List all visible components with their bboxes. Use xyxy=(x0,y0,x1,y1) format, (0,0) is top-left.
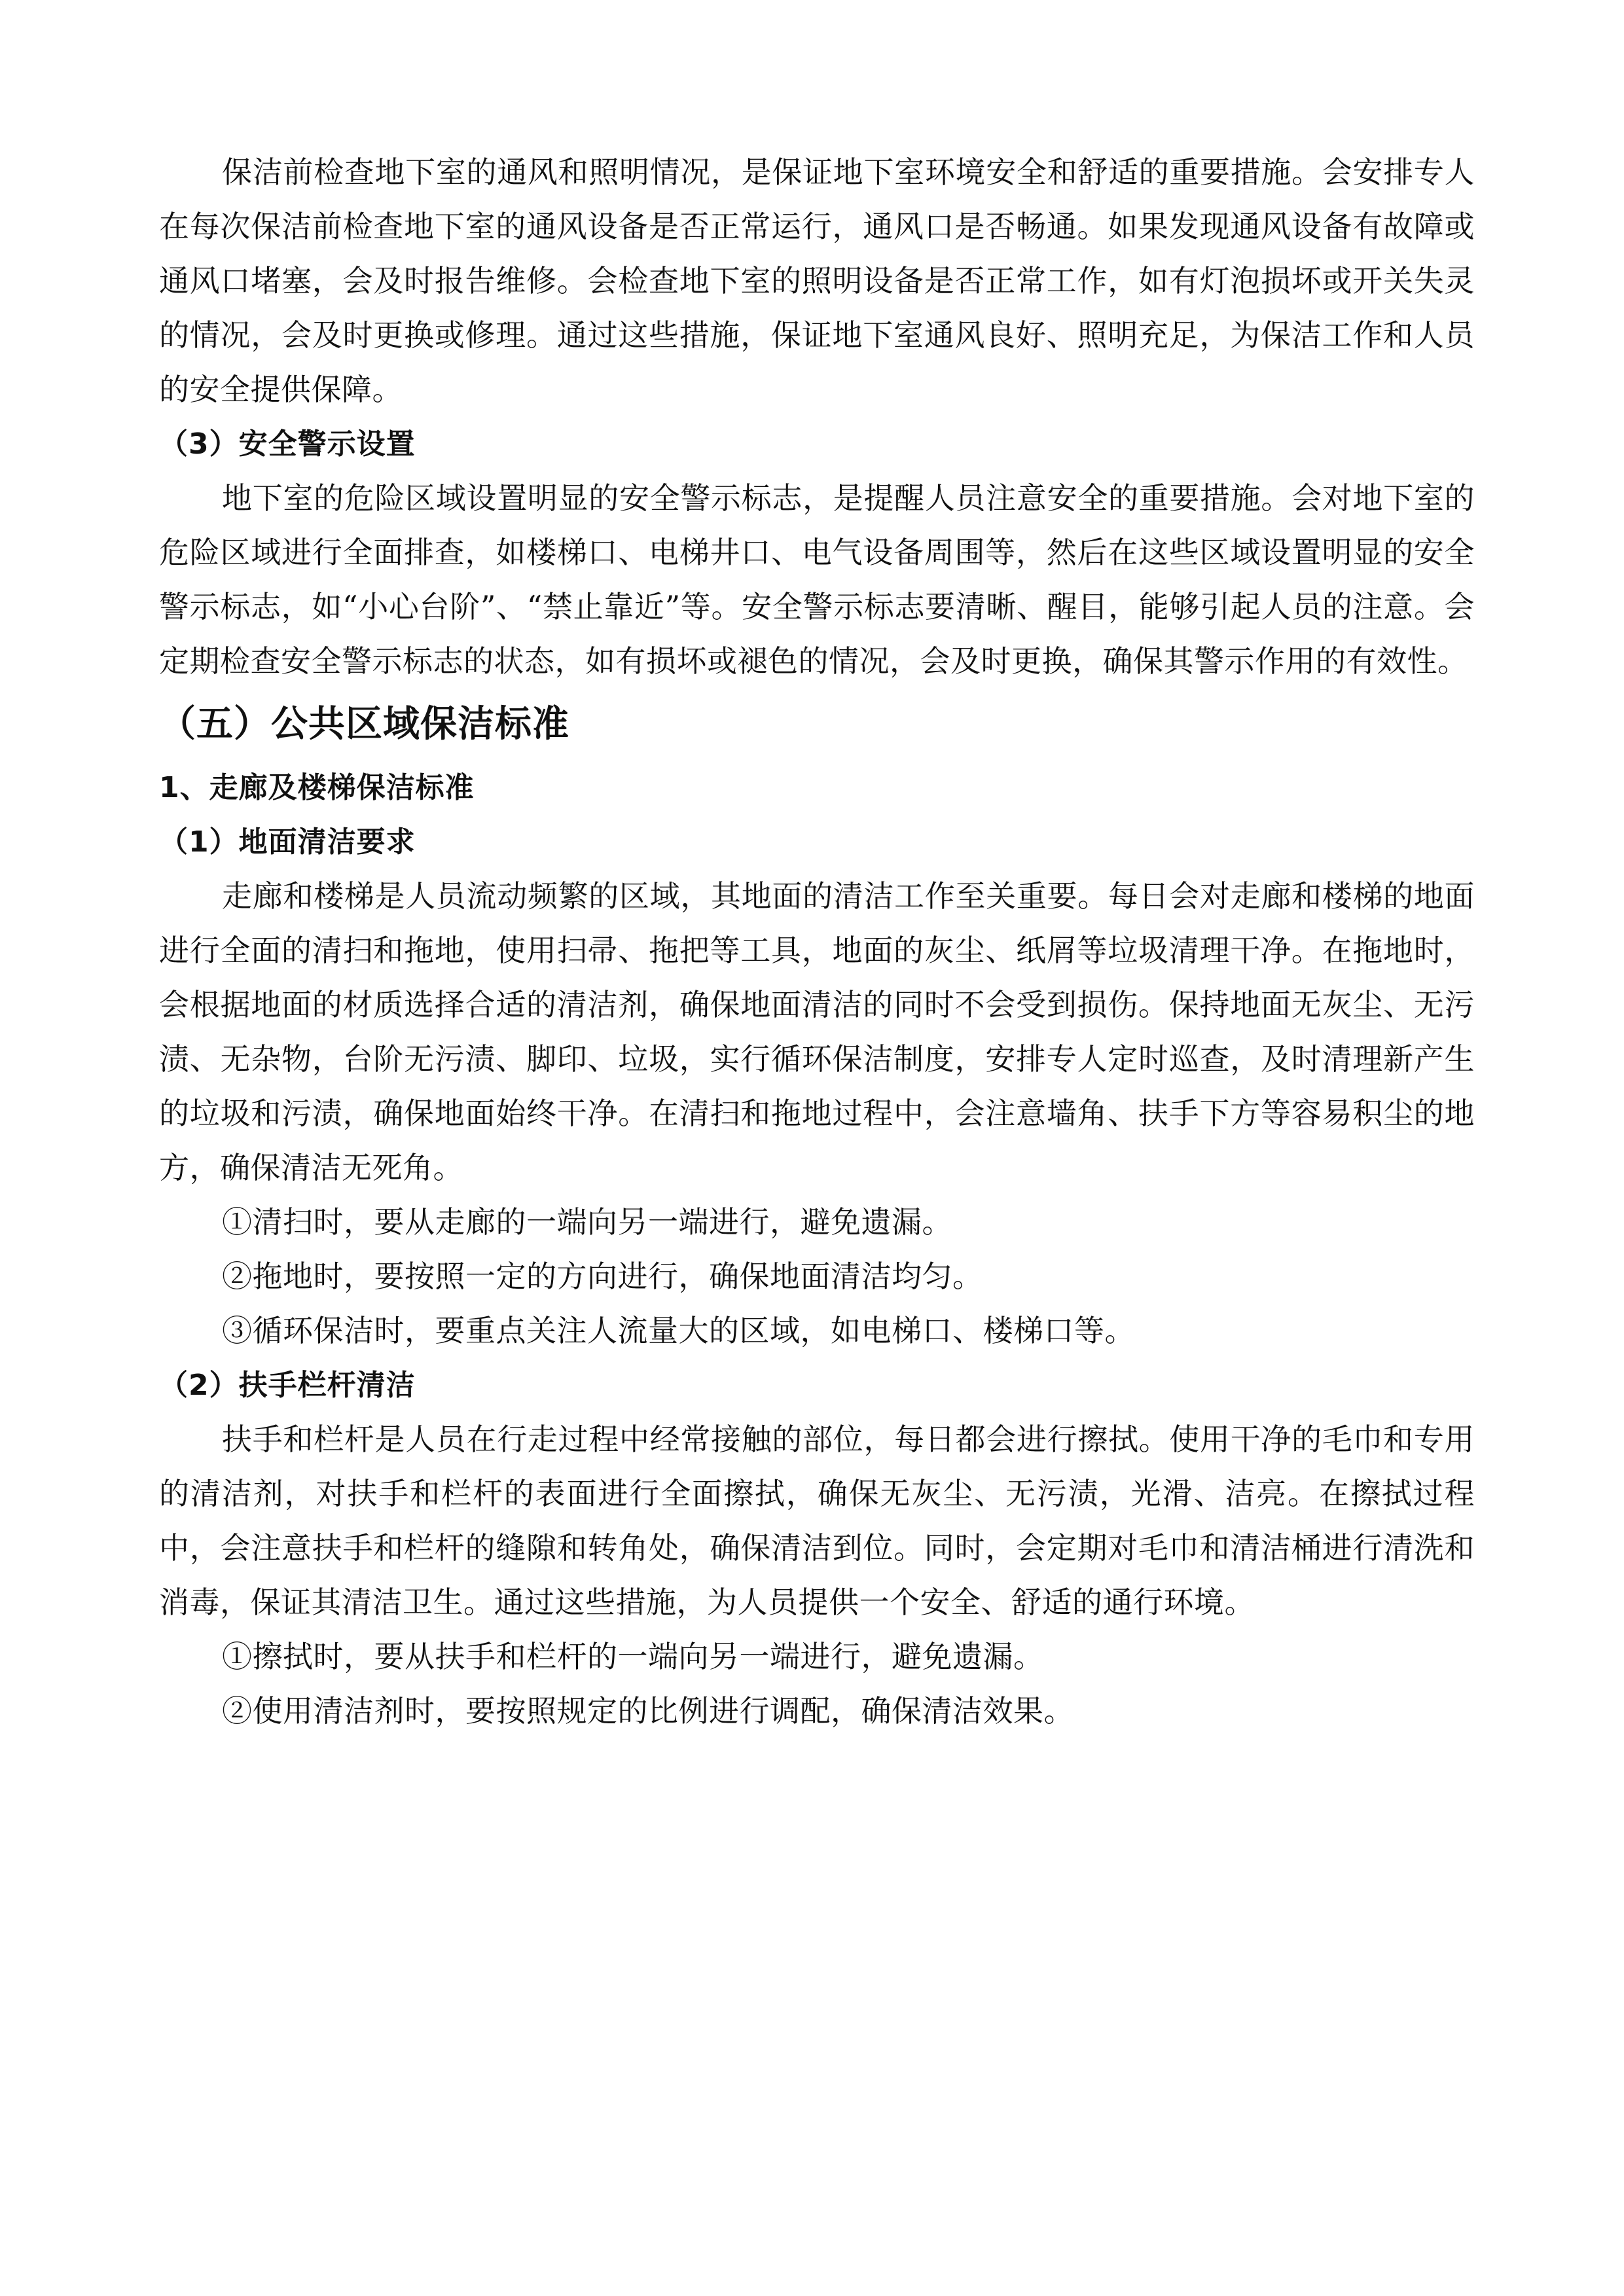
list-item: ②使用清洁剂时，要按照规定的比例进行调配，确保清洁效果。 xyxy=(222,1693,1074,1729)
list-item: ①擦拭时，要从扶手和栏杆的一端向另一端进行，避免遗漏。 xyxy=(222,1639,1044,1674)
list-item: ①清扫时，要从走廊的一端向另一端进行，避免遗漏。 xyxy=(222,1204,952,1240)
list-item: ③循环保洁时，要重点关注人流量大的区域，如电梯口、楼梯口等。 xyxy=(222,1313,1135,1348)
document-body xyxy=(159,145,1475,1738)
subheading-floor-cleaning: （1）地面清洁要求 xyxy=(159,825,416,859)
subheading-handrail-cleaning: （2）扶手栏杆清洁 xyxy=(159,1369,416,1402)
subheading-safety-warning: （3）安全警示设置 xyxy=(159,427,416,461)
list-item: ②拖地时，要按照一定的方向进行，确保地面清洁均匀。 xyxy=(222,1259,983,1294)
paragraph-ventilation-lighting: 保洁前检查地下室的通风和照明情况，是保证地下室环境安全和舒适的重要措施。会安排专人在每次保洁前检查地下室的通风设备是否正常运行，通风口是否畅通。如果发现通风设备有故障或通风口堵塞，会及时报告维修。会检查地下室的照明设备是否正常工作，如有灯泡损坏或开关失灵的情况，会及时更换或修理。通过这些措施，保证地下室通风良好、照明充足，为保洁工作和人员的安全提供保障。 xyxy=(159,154,1475,407)
subheading-corridor-stairs: 1、走廊及楼梯保洁标准 xyxy=(159,771,475,804)
paragraph-floor-cleaning: 走廊和楼梯是人员流动频繁的区域，其地面的清洁工作至关重要。每日会对走廊和楼梯的地面进行全面的清扫和拖地，使用扫帚、拖把等工具，地面的灰尘、纸屑等垃圾清理干净。在拖地时，会根据地面的材质选择合适的清洁剂，确保地面清洁的同时不会受到损伤。保持地面无灰尘、无污渍、无杂物，台阶无污渍、脚印、垃圾，实行循环保洁制度，安排专人定时巡查，及时清理新产生的垃圾和污渍，确保地面始终干净。在清扫和拖地过程中，会注意墙角、扶手下方等容易积尘的地方，确保清洁无死角。 xyxy=(159,878,1475,1185)
section-heading-public-area: （五）公共区域保洁标准 xyxy=(159,703,569,745)
paragraph-safety-warning: 地下室的危险区域设置明显的安全警示标志，是提醒人员注意安全的重要措施。会对地下室的危险区域进行全面排查，如楼梯口、电梯井口、电气设备周围等，然后在这些区域设置明显的安全警示标志，如“小心台阶”、“禁止靠近”等。安全警示标志要清晰、醒目，能够引起人员的注意。会定期检查安全警示标志的状态，如有损坏或褪色的情况，会及时更换，确保其警示作用的有效性。 xyxy=(159,480,1475,679)
paragraph-handrail-cleaning: 扶手和栏杆是人员在行走过程中经常接触的部位，每日都会进行擦拭。使用干净的毛巾和专用的清洁剂，对扶手和栏杆的表面进行全面擦拭，确保无灰尘、无污渍，光滑、洁亮。在擦拭过程中，会注意扶手和栏杆的缝隙和转角处，确保清洁到位。同时，会定期对毛巾和清洁桶进行清洗和消毒，保证其清洁卫生。通过这些措施，为人员提供一个安全、舒适的通行环境。 xyxy=(159,1422,1475,1620)
